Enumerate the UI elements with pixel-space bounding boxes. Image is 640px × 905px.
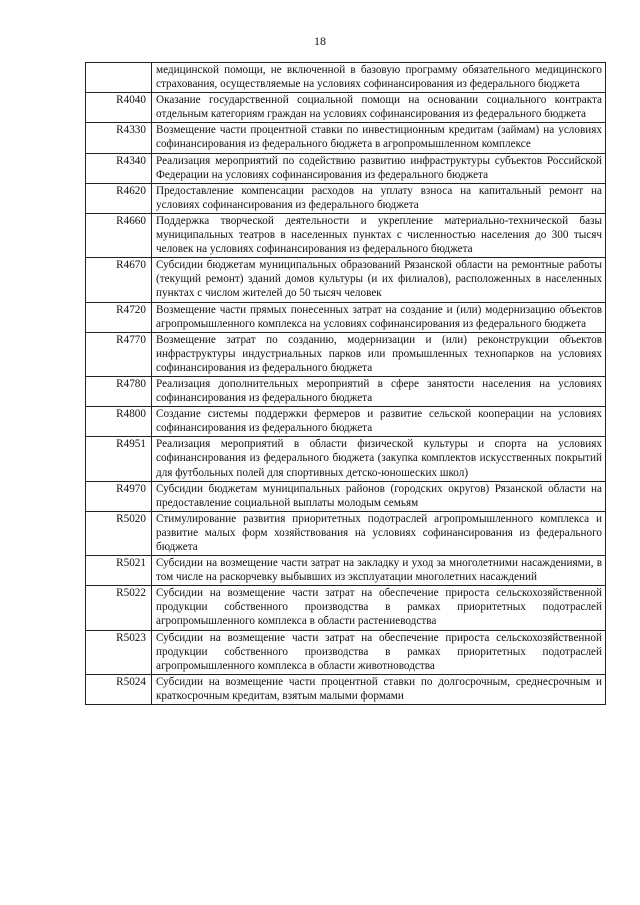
expense-description: Создание системы поддержки фермеров и развитие сельской кооперации на условиях софинансирования из федерального бюджета xyxy=(152,407,606,437)
expense-description: Возмещение части прямых понесенных затрат на создание и (или) модернизацию объектов агропромышленного комплекса на условиях софинансирования из федерального бюджета xyxy=(152,302,606,332)
expense-description: Субсидии на возмещение части процентной ставки по долгосрочным, среднесрочным и краткосрочным кредитам, взятым малыми формами xyxy=(152,674,606,704)
expense-description: Предоставление компенсации расходов на уплату взноса на капитальный ремонт на условиях софинансирования из федерального бюджета xyxy=(152,183,606,213)
budget-code: R5024 xyxy=(86,674,152,704)
expense-description: Субсидии на возмещение части затрат на обеспечение прироста сельскохозяйственной продукции собственного производства в рамках приоритетных подотраслей агропромышленного комплекса в области растениеводства xyxy=(152,586,606,630)
table-row xyxy=(86,63,606,93)
budget-code: R4040 xyxy=(86,93,152,123)
table-row xyxy=(86,556,606,586)
expense-description: Поддержка творческой деятельности и укрепление материально-технической базы муниципальных театров в населенных пунктах с численностью населения до 300 тысяч человек на условиях софинансирования из федерального бюджета xyxy=(152,213,606,257)
table-row xyxy=(86,123,606,153)
expense-description: Оказание государственной социальной помощи на основании социального контракта отдельным категориям граждан на условиях софинансирования из федерального бюджета xyxy=(152,93,606,123)
budget-code: R5021 xyxy=(86,556,152,586)
budget-code: R4970 xyxy=(86,481,152,511)
budget-code: R4770 xyxy=(86,332,152,376)
budget-code: R4800 xyxy=(86,407,152,437)
budget-code: R4620 xyxy=(86,183,152,213)
budget-code: R5020 xyxy=(86,511,152,555)
expense-description: Реализация дополнительных мероприятий в сфере занятости населения на условиях софинансирования из федерального бюджета xyxy=(152,376,606,406)
budget-code: R4670 xyxy=(86,258,152,302)
budget-code: R4340 xyxy=(86,153,152,183)
budget-code: R4330 xyxy=(86,123,152,153)
budget-code: R4951 xyxy=(86,437,152,481)
table-row xyxy=(86,153,606,183)
expense-description: Субсидии бюджетам муниципальных образований Рязанской области на ремонтные работы (текущий ремонт) зданий домов культуры (и их филиалов), расположенных в населенных пунктах с числом жителей до 50 тысяч человек xyxy=(152,258,606,302)
table-row xyxy=(86,674,606,704)
expense-description: Реализация мероприятий в области физической культуры и спорта на условиях софинансирования из федерального бюджета (закупка комплектов искусственных покрытий для футбольных полей для спортивных детско-юношеских школ) xyxy=(152,437,606,481)
table-row xyxy=(86,183,606,213)
budget-code: R5023 xyxy=(86,630,152,674)
table-row xyxy=(86,437,606,481)
budget-code-table xyxy=(85,62,606,705)
table-row xyxy=(86,511,606,555)
table-row xyxy=(86,586,606,630)
table-row xyxy=(86,258,606,302)
budget-code: R5022 xyxy=(86,586,152,630)
table-row xyxy=(86,376,606,406)
expense-description: Реализация мероприятий по содействию развитию инфраструктуры субъектов Российской Федерации на условиях софинансирования из федерального бюджета xyxy=(152,153,606,183)
expense-description: Возмещение затрат по созданию, модернизации и (или) реконструкции объектов инфраструктуры индустриальных парков или промышленных технопарков на условиях софинансирования из федерального бюджета xyxy=(152,332,606,376)
budget-code: R4660 xyxy=(86,213,152,257)
table-row xyxy=(86,213,606,257)
table-row xyxy=(86,407,606,437)
expense-description: Стимулирование развития приоритетных подотраслей агропромышленного комплекса и развитие малых форм хозяйствования на условиях софинансирования из федерального бюджета xyxy=(152,511,606,555)
expense-description: Субсидии на возмещение части затрат на закладку и уход за многолетними насаждениями, в том числе на раскорчевку выбывших из эксплуатации многолетних насаждений xyxy=(152,556,606,586)
expense-description: медицинской помощи, не включенной в базовую программу обязательного медицинского страхования, осуществляемые на условиях софинансирования из федерального бюджета xyxy=(152,63,606,93)
budget-code xyxy=(86,63,152,93)
page-number: 18 xyxy=(314,34,326,48)
expense-description: Субсидии на возмещение части затрат на обеспечение прироста сельскохозяйственной продукции собственного производства в рамках приоритетных подотраслей агропромышленного комплекса в области животноводства xyxy=(152,630,606,674)
table-row xyxy=(86,630,606,674)
table-row xyxy=(86,481,606,511)
table-row xyxy=(86,332,606,376)
expense-description: Возмещение части процентной ставки по инвестиционным кредитам (займам) на условиях софинансирования из федерального бюджета в агропромышленном комплексе xyxy=(152,123,606,153)
expense-description: Субсидии бюджетам муниципальных районов (городских округов) Рязанской области на предоставление социальной выплаты молодым семьям xyxy=(152,481,606,511)
budget-code: R4720 xyxy=(86,302,152,332)
budget-code: R4780 xyxy=(86,376,152,406)
table-row xyxy=(86,302,606,332)
table-row xyxy=(86,93,606,123)
